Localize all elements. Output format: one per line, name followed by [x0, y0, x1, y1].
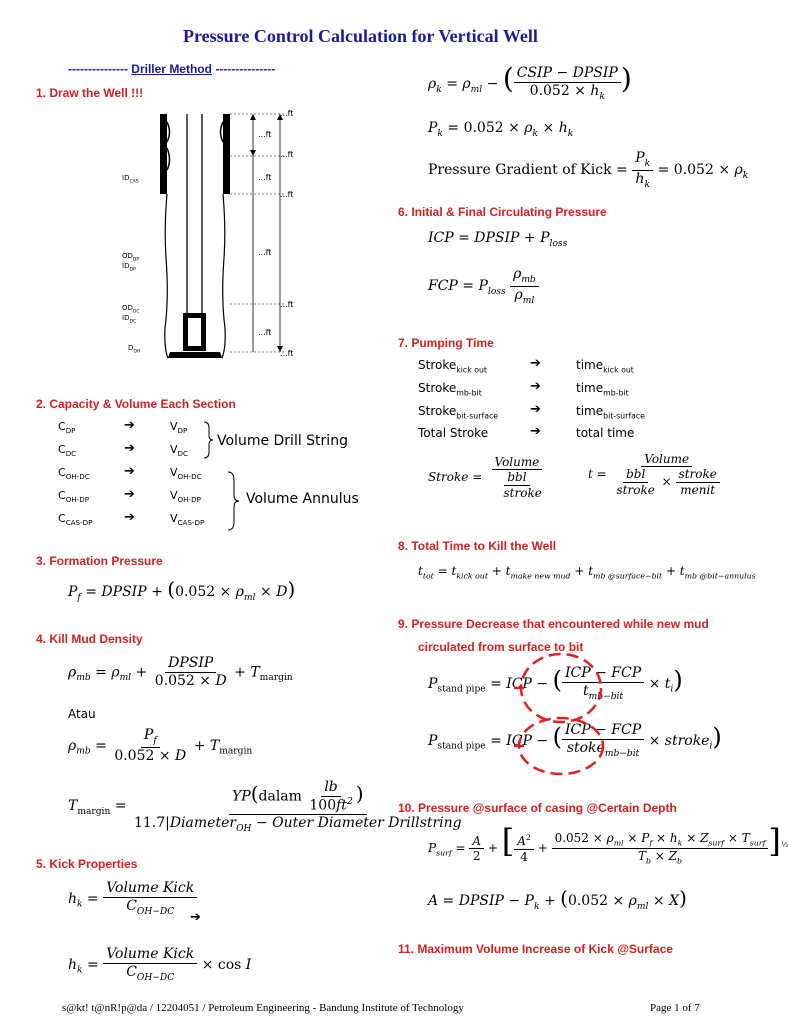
volume-cell: $V_{OH-DP}$: [170, 489, 201, 505]
od-dc-label: $OD_{DC}$: [122, 304, 140, 315]
ft-label: ...ft: [280, 109, 294, 118]
od-dp-label: $OD_{DP}$: [122, 252, 140, 263]
arrow-icon: ➔: [190, 910, 201, 925]
ft-label: ...ft: [258, 173, 272, 182]
arrow-icon: ➔: [124, 510, 135, 525]
ft-label: ...ft: [280, 150, 294, 159]
page-title: Pressure Control Calculation for Vertical Well: [183, 26, 538, 46]
arrow-icon: ➔: [124, 441, 135, 456]
capacity-row: $C_{DC}$: [58, 443, 77, 459]
arrow-icon: ➔: [124, 487, 135, 502]
arrow-icon: ➔: [530, 356, 541, 371]
atau-text: Atau: [68, 707, 96, 721]
pumping-time-cell: total time: [576, 426, 635, 440]
icp-formula: ICP = DPSIP + $P_{loss}$: [428, 230, 568, 249]
volume-cell: $V_{DC}$: [170, 443, 189, 459]
footer-author: s@kt! t@nR!p@da / 12204051 / Petroleum Engineering - Bandung Institute of Technology: [62, 1002, 464, 1014]
stroke-formula: Stroke = $\frac{\text{Volume}}{\frac{\text{bbl}}{\text{stroke}}}$: [428, 455, 542, 500]
brace-icon: [202, 420, 214, 460]
section-1-heading: 1. Draw the Well !!!: [36, 86, 144, 100]
method-dashes-right: ---------------: [215, 62, 276, 76]
ft-label: ...ft: [258, 130, 272, 139]
pumping-row: Stroke$_{mb-bit}$: [418, 381, 482, 398]
formation-pressure-formula: $P_f$ = DPSIP + $(0.052 \times \rho_{ml} \times D)$: [68, 577, 296, 603]
section-3-heading: 3. Formation Pressure: [36, 554, 163, 568]
capacity-row: $C_{OH-DP}$: [58, 489, 90, 505]
arrow-icon: ➔: [124, 464, 135, 479]
section-10-heading: 10. Pressure @surface of casing @Certain Depth: [398, 801, 677, 815]
standpipe-pressure-stroke-formula: $P_{stand pipe}$ = ICP − ( $\frac{\text{ICP − FCP}}{stoke_{mb-bit}}$ × stroke$_i$): [428, 722, 722, 759]
arrow-icon: ➔: [530, 379, 541, 394]
fcp-formula: FCP = $P_{loss}$ $\frac{\rho_{mb}}{\rho_{ml}}$: [428, 266, 539, 306]
brace-icon: [226, 470, 240, 532]
ft-label: ...ft: [280, 349, 294, 358]
a-formula: A = DPSIP − $P_k + (0.052 \times \rho_{ml} \times X)$: [428, 886, 687, 912]
capacity-row: $C_{DP}$: [58, 420, 76, 436]
kick-pressure-formula: $P_k = 0.052 \times \rho_k \times h_k$: [428, 120, 574, 139]
arrow-icon: ➔: [530, 402, 541, 417]
pumping-row: Stroke$_{bit-surface}$: [418, 404, 499, 421]
volume-cell: $V_{OH-DC}$: [170, 466, 202, 482]
section-4-heading: 4. Kill Mud Density: [36, 632, 143, 646]
id-cas-label: $ID_{CAS}$: [122, 174, 139, 185]
kick-height-formula: $h_k$ = $\frac{\text{Volume Kick}}{C_{OH-DC}}$: [68, 880, 197, 918]
ft-label: ...ft: [258, 328, 272, 337]
footer-page-number: Page 1 of 7: [650, 1002, 700, 1014]
pumping-time-cell: time$_{kick out}$: [576, 358, 634, 375]
ft-label: ...ft: [258, 248, 272, 257]
total-time-formula: $t_{tot} = t_{kick out} + t_{make new mud} + t_{mb @surface-bit} + t_{mb @bit-annulus}$: [418, 564, 756, 581]
section-11-heading: 11. Maximum Volume Increase of Kick @Surface: [398, 942, 673, 956]
section-9-heading-cont: circulated from surface to bit: [418, 640, 584, 654]
kick-density-formula: $\rho_k = \rho_{ml}$ − ( $\frac{\text{CSIP − DPSIP}}{0.052 \times h_k}$ ): [428, 62, 632, 102]
kick-height-inclined-formula: $h_k$ = $\frac{\text{Volume Kick}}{C_{OH-DC}}$ × cos I: [68, 946, 252, 983]
section-5-heading: 5. Kick Properties: [36, 857, 138, 871]
section-2-heading: 2. Capacity & Volume Each Section: [36, 397, 236, 411]
section-9-heading: 9. Pressure Decrease that encountered while new mud: [398, 617, 709, 631]
kill-mud-density-formula: $\rho_{mb} = \rho_{ml}$ + $\frac{\text{DPSIP}}{0.052 \times D}$ + $T_{margin}$: [68, 655, 293, 689]
section-6-heading: 6. Initial & Final Circulating Pressure: [398, 205, 607, 219]
arrow-icon: ➔: [124, 418, 135, 433]
ft-label: ...ft: [280, 300, 294, 309]
d-oh-label: $D_{OH}$: [128, 344, 141, 355]
method-dashes-left: ---------------: [68, 62, 128, 76]
section-7-heading: 7. Pumping Time: [398, 336, 494, 350]
capacity-row: $C_{CAS-DP}$: [58, 512, 93, 528]
capacity-row: $C_{OH-DC}$: [58, 466, 90, 482]
method-label: Driller Method: [131, 62, 212, 76]
pumping-time-cell: time$_{mb-bit}$: [576, 381, 629, 398]
trip-margin-formula: $T_{margin}$ = YP(dalam $\frac{lb}{100ft^2}$ ) 11.7|Diameter$_{OH}$ − Outer Diameter Drillstring: [68, 779, 462, 835]
volume-drill-string-label: Volume Drill String: [217, 433, 348, 449]
volume-cell: $V_{CAS-DP}$: [170, 512, 205, 528]
standpipe-pressure-formula: $P_{stand pipe}$ = ICP − ( $\frac{\text{ICP − FCP}}{t_{mb-bit}}$ × $t_i$): [428, 665, 683, 702]
kill-mud-density-alt-formula: $\rho_{mb}$ = $\frac{P_f}{0.052 \times D}$ + $T_{margin}$: [68, 727, 253, 764]
pumping-time-cell: time$_{bit-surface}$: [576, 404, 645, 421]
section-8-heading: 8. Total Time to Kill the Well: [398, 539, 557, 553]
ft-label: ...ft: [280, 190, 294, 199]
well-diagram: [150, 108, 310, 368]
time-formula: t = Volume $\frac{\text{bbl}}{\text{stroke}}$ × $\frac{\text{stroke}}{\text{menit}}$: [588, 452, 723, 497]
pumping-row: Total Stroke: [418, 426, 489, 440]
pumping-row: Stroke$_{kick out}$: [418, 358, 487, 375]
surface-pressure-formula: $P_{surf}$ = $\frac{A}{2}$ + [ $\frac{A^2}{4}$ + $\frac{0.052 \times \rho_{ml} \times P_f \times h_k \times Z_{surf} \times T_{surf}}{T_b \times Z_b}$ ]$^{\frac{1}{2}}$: [428, 822, 788, 866]
method-heading: [68, 62, 275, 76]
arrow-icon: ➔: [530, 424, 541, 439]
id-dp-label: $ID_{DP}$: [122, 262, 136, 273]
id-dc-label: $ID_{DC}$: [122, 314, 137, 325]
red-annotation-circle: [506, 648, 626, 778]
kick-gradient-formula: Pressure Gradient of Kick = $\frac{P_k}{h_k}$ = $0.052 \times \rho_k$: [428, 150, 749, 190]
volume-annulus-label: Volume Annulus: [246, 491, 359, 507]
volume-cell: $V_{DP}$: [170, 420, 188, 436]
